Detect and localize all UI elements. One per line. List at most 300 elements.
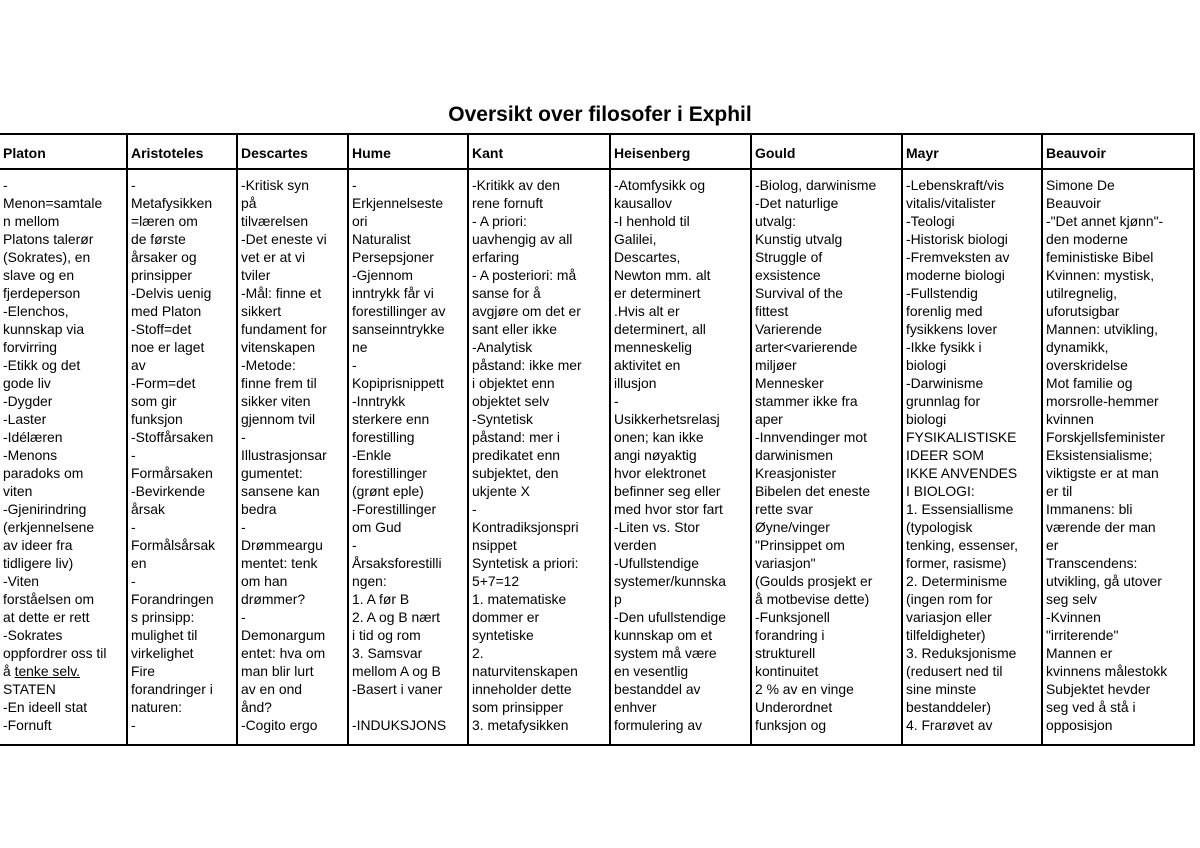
note-line: er til <box>1046 483 1073 499</box>
note-line: kunnskap via <box>3 321 85 337</box>
note-line: erfaring <box>472 249 520 265</box>
note-line: 1. matematiske <box>472 591 567 607</box>
note-line: at dette er rett <box>3 609 90 625</box>
note-line: funksjon og <box>755 717 827 733</box>
note-line: seg ved å stå i <box>1046 699 1136 715</box>
note-line: utvalg: <box>755 213 796 229</box>
note-line: gjennom tvil <box>241 411 316 427</box>
note-line: om han <box>241 573 288 589</box>
note-line: mentet: tenk <box>241 555 318 571</box>
note-line: Kontradiksjonspri <box>472 519 579 535</box>
note-line: -Kritisk syn <box>241 177 309 193</box>
note-line: ukjente X <box>472 483 530 499</box>
column-header: Hume <box>348 134 468 169</box>
note-line: oppfordrer oss til <box>3 645 107 661</box>
note-line: Usikkerhetsrelasj <box>614 411 720 427</box>
note-line: tenking, essenser, <box>906 537 1018 553</box>
note-line: inneholder dette <box>472 681 572 697</box>
note-line: - <box>352 537 357 553</box>
note-line: Formårsaken <box>131 465 213 481</box>
note-line: sanseinntrykke <box>352 321 445 337</box>
note-line: enhver <box>614 699 657 715</box>
note-line: bedra <box>241 501 277 517</box>
philosopher-notes-cell <box>348 169 468 745</box>
note-line: Kvinnen: mystisk, <box>1046 267 1155 283</box>
column-header: Platon <box>0 134 127 169</box>
note-line: en vesentlig <box>614 663 689 679</box>
note-line: Struggle of <box>755 249 823 265</box>
note-line: stammer ikke fra <box>755 393 858 409</box>
note-line: 2 % av en vinge <box>755 681 854 697</box>
note-line: man blir lurt <box>241 663 314 679</box>
note-line: sikkert <box>241 303 282 319</box>
note-line: opposisjon <box>1046 717 1113 733</box>
note-line: -Sokrates <box>3 627 63 643</box>
note-line: (redusert ned til <box>906 663 1003 679</box>
note-line: bestanddeler) <box>906 699 991 715</box>
note-line: -Ikke fysikk i <box>906 339 982 355</box>
philosopher-notes-cell <box>610 169 751 745</box>
note-line: Galilei, <box>614 231 657 247</box>
note-line: =læren om <box>131 213 198 229</box>
note-line: 1. Essensiallisme <box>906 501 1014 517</box>
note-line: tilværelsen <box>241 213 309 229</box>
note-line: å tenke selv. <box>3 663 80 679</box>
note-line: noe er laget <box>131 339 205 355</box>
note-line: rene fornuft <box>472 195 544 211</box>
note-line: -"Det annet kjønn"- <box>1046 213 1164 229</box>
note-line: IDEER SOM <box>906 447 984 463</box>
note-line: morsrolle-hemmer <box>1046 393 1159 409</box>
note-line: -Teologi <box>906 213 955 229</box>
note-line: Menon=samtale <box>3 195 103 211</box>
note-line: -En ideell stat <box>3 699 88 715</box>
note-line: forestillinger <box>352 465 427 481</box>
note-line: sikker viten <box>241 393 311 409</box>
note-line: -Metode: <box>241 357 296 373</box>
note-line: den moderne <box>1046 231 1128 247</box>
note-line: prinsipper <box>131 267 192 283</box>
philosophers-table <box>0 133 1195 746</box>
note-line: forandring i <box>755 627 825 643</box>
note-line: -Lebenskraft/vis <box>906 177 1005 193</box>
note-line: kontinuitet <box>755 663 819 679</box>
note-line: ne <box>352 339 368 355</box>
note-line: nsippet <box>472 537 517 553</box>
note-line: illusjon <box>614 375 657 391</box>
note-line: - <box>352 177 357 193</box>
note-line: Fire <box>131 663 155 679</box>
note-line: Varierende <box>755 321 822 337</box>
note-line: dynamikk, <box>1046 339 1109 355</box>
note-line: -Gjenirindring <box>3 501 87 517</box>
note-line: strukturell <box>755 645 816 661</box>
note-line: IKKE ANVENDES <box>906 465 1018 481</box>
note-line: onen; kan ikke <box>614 429 704 445</box>
note-line: -Stoffårsaken <box>131 429 214 445</box>
note-line: subjektet, den <box>472 465 559 481</box>
note-line: mulighet til <box>131 627 198 643</box>
note-line: systemer/kunnska <box>614 573 726 589</box>
note-line: Transcendens: <box>1046 555 1138 571</box>
note-line: -Viten <box>3 573 40 589</box>
note-line: sanse for å <box>472 285 541 301</box>
note-line: -Basert i vaner <box>352 681 443 697</box>
note-line: årsak <box>131 501 165 517</box>
note-line: p <box>614 591 622 607</box>
note-line: Illustrasjonsar <box>241 447 327 463</box>
note-line: -Liten vs. Stor <box>614 519 700 535</box>
column-header: Gould <box>751 134 902 169</box>
note-line: Simone De <box>1046 177 1115 193</box>
note-line: Årsaksforestilli <box>352 555 442 571</box>
note-line: forestilling <box>352 429 415 445</box>
note-line: Eksistensialisme; <box>1046 447 1153 463</box>
note-line: 3. Reduksjonisme <box>906 645 1017 661</box>
note-line: -Cogito ergo <box>241 717 318 733</box>
column-header: Descartes <box>237 134 348 169</box>
note-line: 3. metafysikken <box>472 717 569 733</box>
note-line: .Hvis alt er <box>614 303 680 319</box>
note-line: Mot familie og <box>1046 375 1133 391</box>
note-line: -I henhold til <box>614 213 690 229</box>
note-line: -Den ufullstendige <box>614 609 726 625</box>
philosopher-notes-cell <box>127 169 237 745</box>
note-line: virkelighet <box>131 645 194 661</box>
note-line: Kunstig utvalg <box>755 231 843 247</box>
note-line: (Goulds prosjekt er <box>755 573 873 589</box>
note-line: -Elenchos, <box>3 303 69 319</box>
note-line: -Fremveksten av <box>906 249 1010 265</box>
note-line: av ideer fra <box>3 537 73 553</box>
note-line: Forandringen <box>131 591 214 607</box>
note-line: Underordnet <box>755 699 833 715</box>
note-line: arter<varierende <box>755 339 858 355</box>
note-line: - <box>241 609 246 625</box>
column-header: Aristoteles <box>127 134 237 169</box>
note-line: STATEN <box>3 681 56 697</box>
note-line: Syntetisk a priori: <box>472 555 579 571</box>
note-line: -Det naturlige <box>755 195 839 211</box>
note-line: vitenskapen <box>241 339 316 355</box>
note-line: Øyne/vinger <box>755 519 830 535</box>
note-line: -Bevirkende <box>131 483 206 499</box>
note-line: fjerdeperson <box>3 285 81 301</box>
note-line: biologi <box>906 357 947 373</box>
note-line: kunnskap om et <box>614 627 713 643</box>
note-line: 2. A og B nært <box>352 609 441 625</box>
note-line: -Menons <box>3 447 58 463</box>
note-line: om Gud <box>352 519 402 535</box>
content-row <box>0 169 1194 745</box>
note-line: entet: hva om <box>241 645 326 661</box>
note-line: -Delvis uenig <box>131 285 212 301</box>
note-line: årsaker og <box>131 249 197 265</box>
note-line: objektet selv <box>472 393 550 409</box>
note-line: (Sokrates), en <box>3 249 91 265</box>
note-line: (grønt eple) <box>352 483 424 499</box>
note-line: -Det eneste vi <box>241 231 327 247</box>
note-line: -Kvinnen <box>1046 609 1101 625</box>
note-line: formulering av <box>614 717 703 733</box>
note-line: - <box>352 357 357 373</box>
note-line: kvinnens målestokk <box>1046 663 1168 679</box>
note-line: avgjøre om det er <box>472 303 581 319</box>
philosopher-notes-cell <box>0 169 127 745</box>
note-line: de første <box>131 231 186 247</box>
note-line: -Historisk biologi <box>906 231 1008 247</box>
note-line: grunnlag for <box>906 393 981 409</box>
note-line: utvikling, gå utover <box>1046 573 1162 589</box>
note-line: -Biolog, darwinisme <box>755 177 877 193</box>
note-line: påstand: mer i <box>472 429 561 445</box>
document-title: Oversikt over filosofer i Exphil <box>448 103 752 126</box>
note-line: 2. <box>472 645 484 661</box>
note-line: fundament for <box>241 321 327 337</box>
note-line: viten <box>3 483 33 499</box>
philosopher-notes-cell <box>751 169 902 745</box>
note-line: -Fullstendig <box>906 285 978 301</box>
note-line: inntrykk får vi <box>352 285 434 301</box>
note-line: fittest <box>755 303 789 319</box>
note-line: menneskelig <box>614 339 692 355</box>
note-line: tilfeldigheter) <box>906 627 986 643</box>
note-line: system må være <box>614 645 717 661</box>
note-line: - <box>131 519 136 535</box>
note-line: - <box>241 429 246 445</box>
note-line: Metafysikken <box>131 195 213 211</box>
note-line: -Darwinisme <box>906 375 984 391</box>
note-line: - <box>131 447 136 463</box>
note-line: Kopiprisnippett <box>352 375 444 391</box>
note-line: gode liv <box>3 375 51 391</box>
note-line: med Platon <box>131 303 202 319</box>
note-line: viktigste er at man <box>1046 465 1159 481</box>
note-line: befinner seg eller <box>614 483 721 499</box>
philosopher-notes-cell <box>902 169 1042 745</box>
note-line: (ingen rom for <box>906 591 993 607</box>
column-header: Beauvoir <box>1042 134 1194 169</box>
note-line: - <box>3 177 8 193</box>
note-line: Persepsjoner <box>352 249 434 265</box>
philosopher-notes-cell <box>237 169 348 745</box>
note-line: 3. Samsvar <box>352 645 423 661</box>
note-line: seg selv <box>1046 591 1097 607</box>
note-line: miljøer <box>755 357 797 373</box>
note-line <box>352 698 464 716</box>
note-line: 1. A før B <box>352 591 410 607</box>
note-line: Newton mm. alt <box>614 267 711 283</box>
note-line: Mannen: utvikling, <box>1046 321 1158 337</box>
note-line: former, rasisme) <box>906 555 1007 571</box>
note-line: Forskjellsfeminister <box>1046 429 1165 445</box>
note-line: Subjektet hevder <box>1046 681 1151 697</box>
note-line: av <box>131 357 146 373</box>
note-line: "irriterende" <box>1046 627 1119 643</box>
note-line: -Funksjonell <box>755 609 830 625</box>
note-line: paradoks om <box>3 465 84 481</box>
note-line: - <box>131 573 136 589</box>
note-line: -Idélæren <box>3 429 63 445</box>
note-line: på <box>241 195 257 211</box>
note-line: værende der man <box>1046 519 1156 535</box>
note-line: naturen: <box>131 699 182 715</box>
note-line: forenlig med <box>906 303 983 319</box>
note-line: av en ond <box>241 681 303 697</box>
note-line: fysikkens lover <box>906 321 998 337</box>
note-line: sine minste <box>906 681 977 697</box>
note-line: Kreasjonister <box>755 465 837 481</box>
note-line: -Atomfysikk og <box>614 177 706 193</box>
note-line: -Enkle <box>352 447 392 463</box>
note-line: syntetiske <box>472 627 534 643</box>
note-line: - A priori: <box>472 213 527 229</box>
note-line: kausallov <box>614 195 672 211</box>
note-line: -Etikk og det <box>3 357 81 373</box>
note-line: kvinnen <box>1046 411 1094 427</box>
note-line: påstand: ikke mer <box>472 357 582 373</box>
note-line: mellom A og B <box>352 663 441 679</box>
note-line: biologi <box>906 411 947 427</box>
note-line: Erkjennelseste <box>352 195 444 211</box>
column-header: Kant <box>468 134 610 169</box>
note-line: -Form=det <box>131 375 196 391</box>
note-line: forestillinger av <box>352 303 446 319</box>
note-line: determinert, all <box>614 321 706 337</box>
note-line: variasjon" <box>755 555 816 571</box>
note-line: - <box>472 501 477 517</box>
note-line: aper <box>755 411 783 427</box>
note-line: Beauvoir <box>1046 195 1101 211</box>
note-line: predikatet enn <box>472 447 561 463</box>
note-line: FYSIKALISTISKE <box>906 429 1017 445</box>
note-line: ånd? <box>241 699 272 715</box>
note-line: som gir <box>131 393 177 409</box>
note-line: dommer er <box>472 609 540 625</box>
note-line: - <box>614 393 619 409</box>
note-line: (erkjennelsene <box>3 519 95 535</box>
note-line: en <box>131 555 147 571</box>
note-line: 5+7=12 <box>472 573 520 589</box>
note-line: forandringer i <box>131 681 213 697</box>
note-line: funksjon <box>131 411 183 427</box>
philosopher-notes-cell <box>1042 169 1194 745</box>
note-line: -Mål: finne et <box>241 285 322 301</box>
note-line: slave og en <box>3 267 75 283</box>
note-line: forståelsen om <box>3 591 95 607</box>
note-line: - <box>131 177 136 193</box>
column-header: Heisenberg <box>610 134 751 169</box>
note-line: vitalis/vitalister <box>906 195 996 211</box>
column-header: Mayr <box>902 134 1042 169</box>
note-line: drømmer? <box>241 591 306 607</box>
note-line: å motbevise dette) <box>755 591 870 607</box>
note-line: Immanens: bli <box>1046 501 1133 517</box>
note-line: naturvitenskapen <box>472 663 578 679</box>
note-line: vet er at vi <box>241 249 306 265</box>
note-line: verden <box>614 537 657 553</box>
note-line: s prinsipp: <box>131 609 195 625</box>
note-line: Mannen er <box>1046 645 1113 661</box>
note-line: -Analytisk <box>472 339 533 355</box>
note-line: Naturalist <box>352 231 411 247</box>
note-line: er <box>1046 537 1059 553</box>
note-line: Bibelen det eneste <box>755 483 871 499</box>
note-line: -Forestillinger <box>352 501 437 517</box>
note-line: som prinsipper <box>472 699 564 715</box>
note-line: sansene kan <box>241 483 320 499</box>
note-line: -Ufullstendige <box>614 555 699 571</box>
note-line: angi nøyaktig <box>614 447 697 463</box>
note-line: moderne biologi <box>906 267 1005 283</box>
note-line: (typologisk <box>906 519 973 535</box>
note-line: gumentet: <box>241 465 303 481</box>
note-line: tviler <box>241 267 271 283</box>
note-line: -Dygder <box>3 393 53 409</box>
note-line: Survival of the <box>755 285 844 301</box>
note-line: 2. Determinisme <box>906 573 1008 589</box>
note-line: ori <box>352 213 368 229</box>
note-line: -INDUKSJONS <box>352 717 447 733</box>
note-line: -Fornuft <box>3 717 52 733</box>
note-line: 4. Frarøvet av <box>906 717 993 733</box>
note-line: feministiske Bibel <box>1046 249 1154 265</box>
note-line: i objektet enn <box>472 375 555 391</box>
note-line: Mennesker <box>755 375 824 391</box>
note-line: -Gjennom <box>352 267 413 283</box>
note-line: bestanddel av <box>614 681 701 697</box>
note-line: - <box>131 717 136 733</box>
note-line: utilregnelig, <box>1046 285 1118 301</box>
note-line: sant eller ikke <box>472 321 557 337</box>
note-line: darwinismen <box>755 447 833 463</box>
note-line: Platons talerør <box>3 231 94 247</box>
note-line: variasjon eller <box>906 609 992 625</box>
note-line: -Kritikk av den <box>472 177 561 193</box>
note-line: n mellom <box>3 213 60 229</box>
note-line: aktivitet en <box>614 357 681 373</box>
note-line: - <box>241 519 246 535</box>
note-line: ngen: <box>352 573 387 589</box>
note-line: Demonargum <box>241 627 326 643</box>
philosopher-notes-cell <box>468 169 610 745</box>
note-line: hvor elektronet <box>614 465 706 481</box>
note-line: uavhengig av all <box>472 231 573 247</box>
note-line: Formålsårsak <box>131 537 216 553</box>
note-line: "Prinsippet om <box>755 537 845 553</box>
note-line: Descartes, <box>614 249 681 265</box>
note-line: tidligere liv) <box>3 555 74 571</box>
note-line: er determinert <box>614 285 701 301</box>
note-line: finne frem til <box>241 375 317 391</box>
note-line: rette svar <box>755 501 813 517</box>
note-line: -Syntetisk <box>472 411 533 427</box>
note-line: forvirring <box>3 339 58 355</box>
note-line: -Laster <box>3 411 47 427</box>
note-line: Drømmeargu <box>241 537 323 553</box>
note-line: exsistence <box>755 267 821 283</box>
note-line: i tid og rom <box>352 627 421 643</box>
note-line: -Innvendinger mot <box>755 429 867 445</box>
note-line: med hvor stor fart <box>614 501 723 517</box>
header-row <box>0 134 1194 169</box>
note-line: uforutsigbar <box>1046 303 1120 319</box>
note-line: overskridelse <box>1046 357 1128 373</box>
note-line: - A posteriori: må <box>472 267 577 283</box>
note-line: I BIOLOGI: <box>906 483 975 499</box>
note-line: -Stoff=det <box>131 321 192 337</box>
note-line: sterkere enn <box>352 411 430 427</box>
